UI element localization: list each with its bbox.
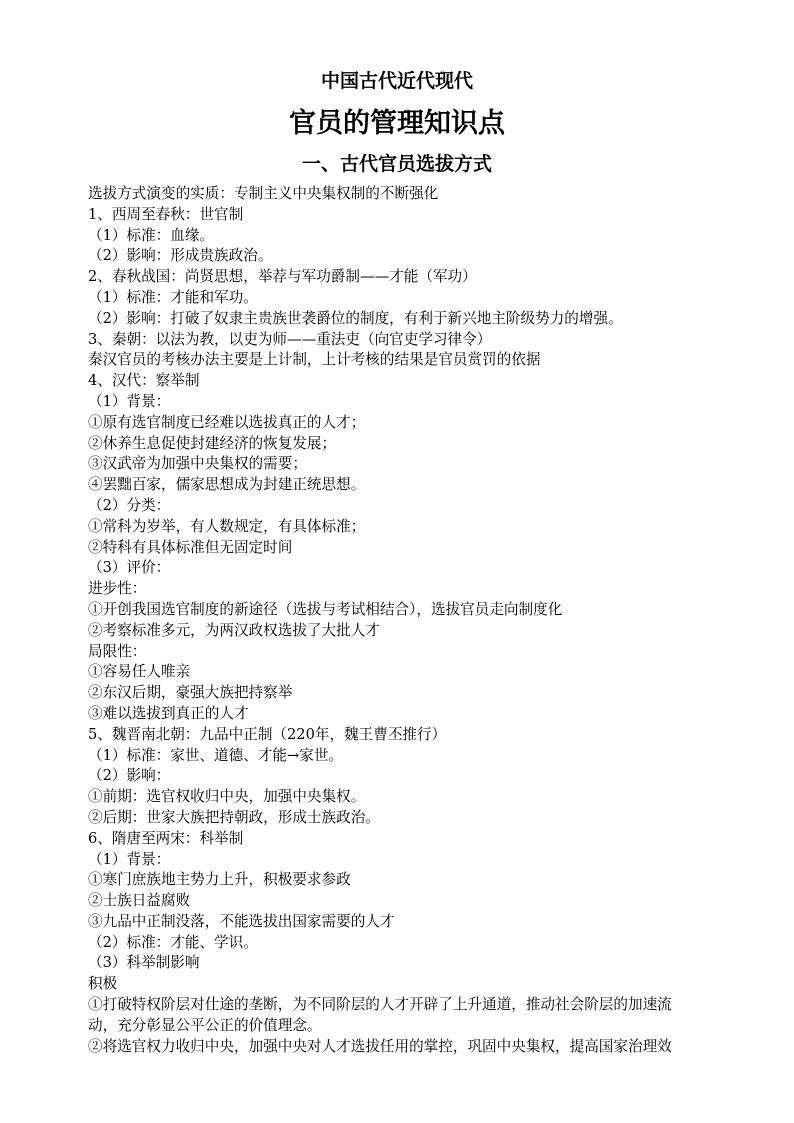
paragraph-line: ①打破特权阶层对仕途的垄断，为不同阶层的人才开辟了上升通道，推动社会阶层的加速流: [88, 996, 672, 1014]
text-line: ①寒门庶族地主势力上升，积极要求参政: [88, 871, 351, 889]
text-line: （1）标准：血缘。: [88, 226, 215, 244]
text-line: （2）影响：: [88, 767, 171, 785]
text-line: 2、春秋战国：尚贤思想，举荐与军功爵制——才能（军功）: [88, 268, 477, 286]
text-line: ②后期：世家大族把持朝政，形成士族政治。: [88, 808, 380, 826]
text-line: ②特科有具体标准但无固定时间: [88, 538, 293, 556]
text-line: 选拔方式演变的实质：专制主义中央集权制的不断强化: [88, 185, 439, 202]
text-line: 3、秦朝：以法为教，以吏为师——重法吏（向官吏学习律令）: [88, 330, 492, 348]
paragraph-line: 动，充分彰显公平公正的价值理念。: [88, 1016, 322, 1034]
text-line: ①开创我国选官制度的新途径（选拔与考试相结合），选拔官员走向制度化: [88, 600, 563, 618]
text-line: ②东汉后期，豪强大族把持察举: [88, 684, 293, 702]
text-line: ③汉武帝为加强中央集权的需要；: [88, 455, 307, 473]
text-line: ③九品中正制没落，不能选拔出国家需要的人才: [88, 912, 395, 930]
text-line: （2）影响：打破了奴隶主贵族世袭爵位的制度，有利于新兴地主阶级势力的增强。: [88, 309, 623, 327]
text-line: ①原有选官制度已经难以选拔真正的人才；: [88, 413, 366, 431]
section-heading: 一、古代官员选拔方式: [301, 153, 492, 175]
text-line: （1）标准：才能和军功。: [88, 288, 258, 306]
document-title-line1: 中国古代近代现代: [320, 70, 473, 92]
text-line: 1、西周至春秋：世官制: [88, 205, 244, 223]
text-line: ④罢黜百家，儒家思想成为封建正统思想。: [88, 476, 366, 494]
text-line: ③难以选拔到真正的人才: [88, 704, 249, 722]
text-line: （2）影响：形成贵族政治。: [88, 247, 273, 265]
text-line: 局限性：: [88, 642, 147, 660]
text-line: ②考察标准多元，为两汉政权选拔了大批人才: [88, 621, 380, 639]
text-line: 6、隋唐至两宋：科举制: [88, 829, 244, 847]
text-line: （2）标准：才能、学识。: [88, 933, 258, 951]
text-line: ②休养生息促使封建经济的恢复发展；: [88, 434, 337, 452]
document-body: [88, 184, 738, 1057]
text-line: ①容易任人唯亲: [88, 663, 191, 681]
text-line: 秦汉官员的考核办法主要是上计制，上计考核的结果是官员赏罚的依据: [88, 351, 541, 369]
text-line: ①前期：选官权收归中央，加强中央集权。: [88, 788, 366, 806]
text-line: ②士族日益腐败: [88, 892, 191, 910]
text-line: （1）背景：: [88, 850, 171, 868]
text-line: （2）分类：: [88, 496, 171, 514]
text-line: （1）标准：家世、道德、才能→家世。: [88, 746, 344, 764]
text-line: 4、汉代：察举制: [88, 372, 200, 390]
text-line: （1）背景：: [88, 392, 171, 410]
document-title-line2: 官员的管理知识点: [289, 108, 505, 139]
text-line: （3）评价：: [88, 559, 171, 577]
text-line: ①常科为岁举，有人数规定，有具体标准；: [88, 517, 366, 535]
text-line: （3）科举制影响: [88, 954, 200, 972]
text-line: 积极: [88, 975, 118, 993]
text-line: 5、魏晋南北朝：九品中正制（220年，魏王曹丕推行）: [88, 725, 447, 743]
paragraph-line: ②将选官权力收归中央，加强中央对人才选拔任用的掌控，巩固中央集权，提高国家治理效: [88, 1037, 672, 1055]
text-line: 进步性：: [88, 580, 147, 598]
